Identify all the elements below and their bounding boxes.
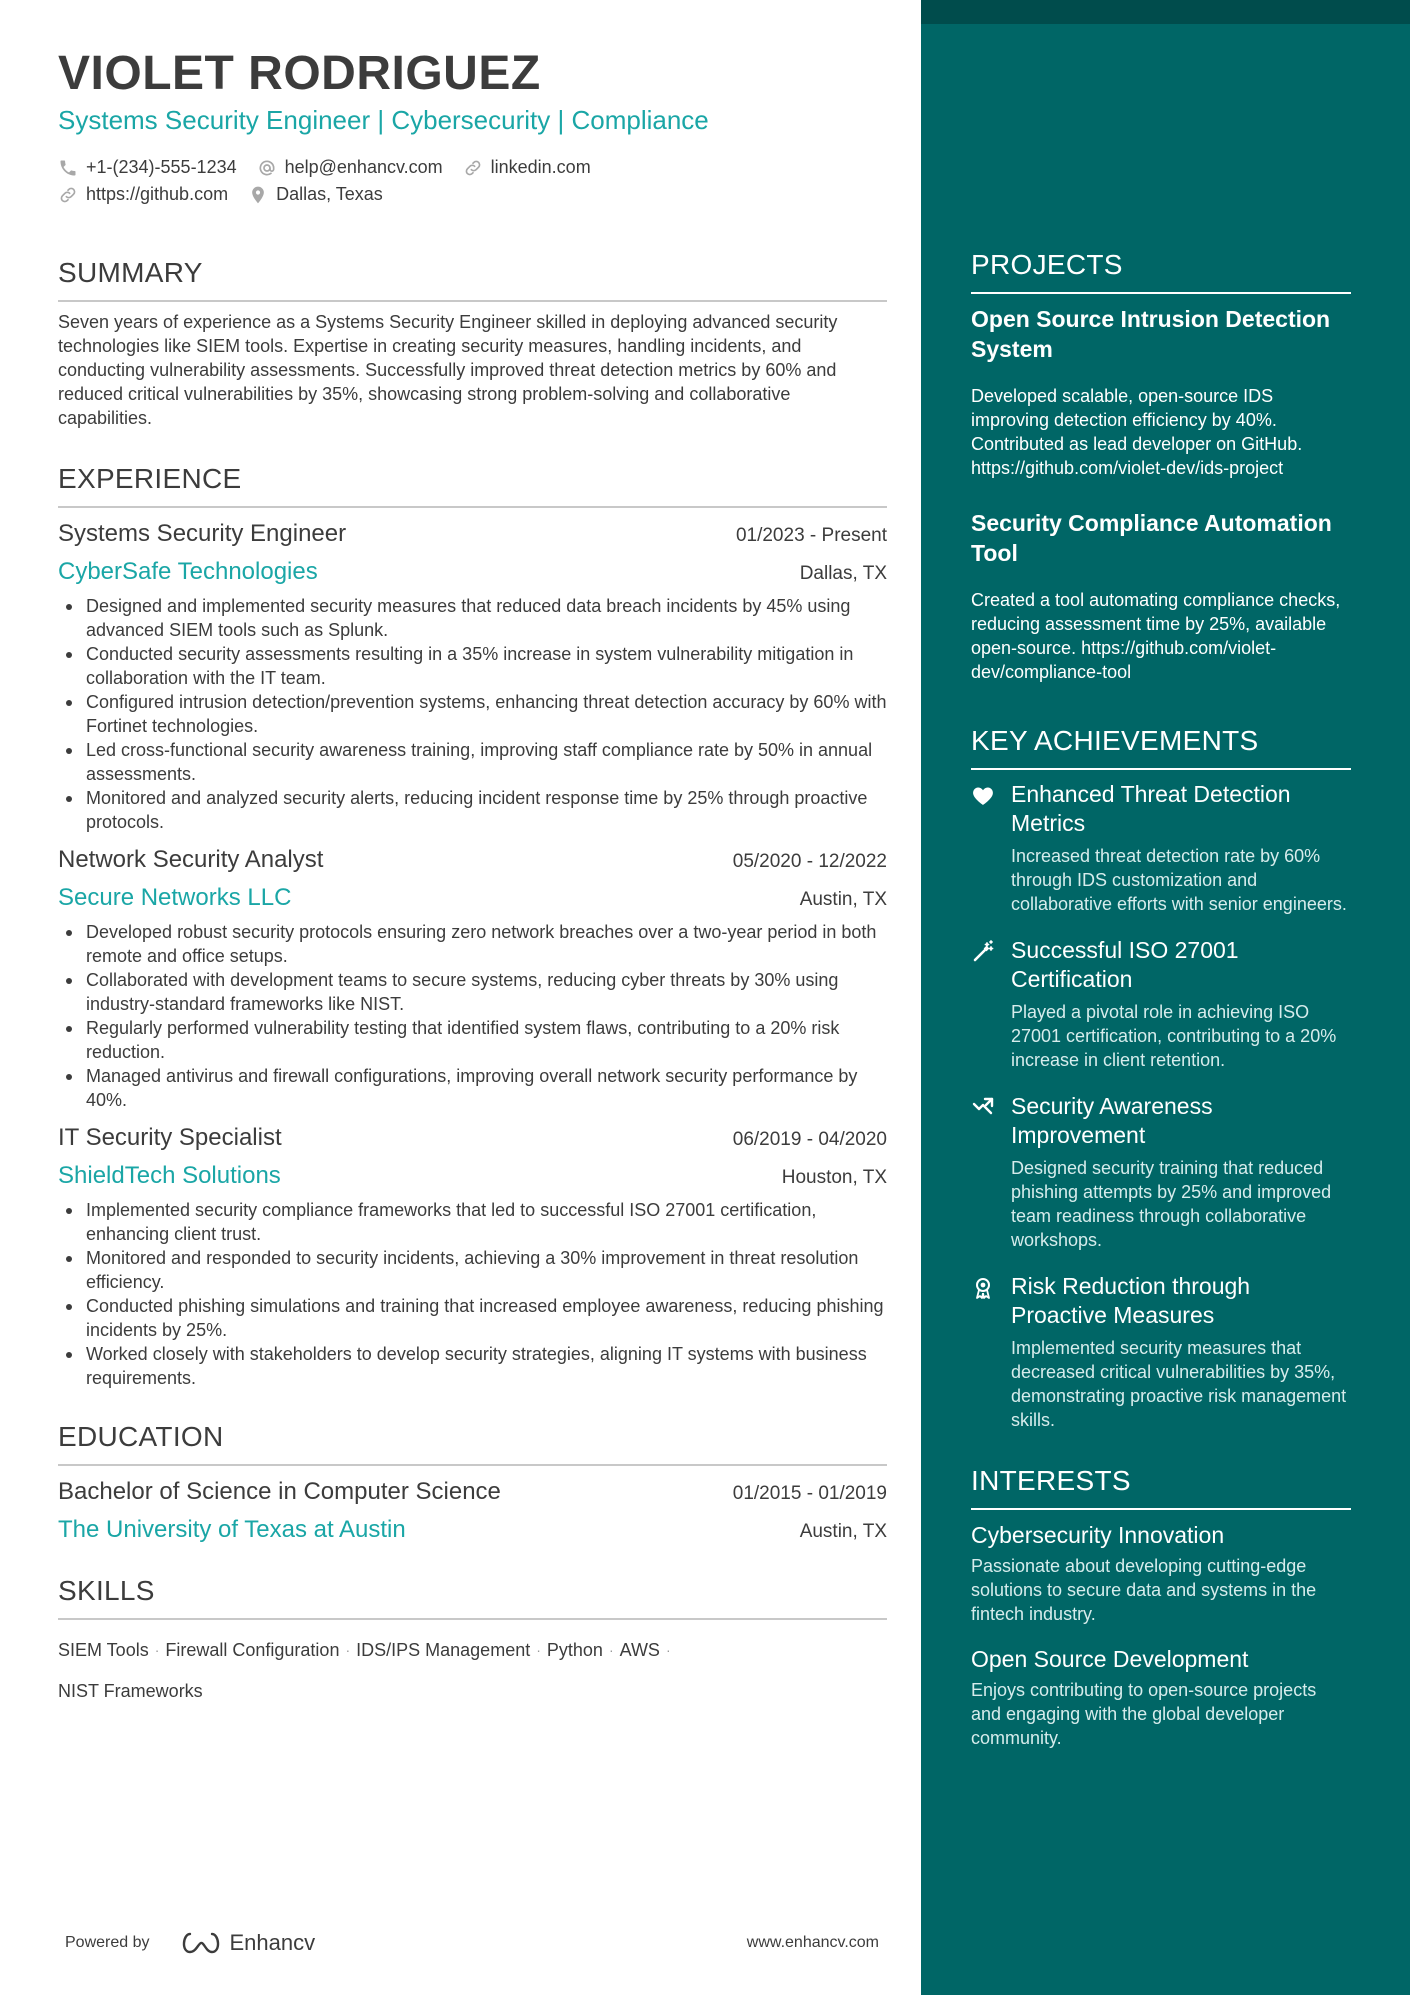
contact-github-text: https://github.com xyxy=(86,184,229,204)
job-bullet: Configured intrusion detection/prevention systems, enhancing threat detection accuracy by 60% with Fortinet technologies. xyxy=(58,690,887,738)
magic-wand-icon xyxy=(971,940,995,964)
job-bullet: Conducted security assessments resulting in a 35% increase in system vulnerability mitigation in collaboration with the IT team. xyxy=(58,642,887,690)
interest-entry xyxy=(971,1644,1351,1750)
location-pin-icon xyxy=(248,185,268,205)
job-bullets xyxy=(58,594,887,834)
job-company: CyberSafe Technologies xyxy=(58,558,318,585)
link-icon xyxy=(58,185,78,205)
contact-phone-text: +1-(234)-555-1234 xyxy=(86,157,237,177)
heart-icon xyxy=(971,784,995,808)
footer-branding xyxy=(65,1930,315,1956)
skill-separator: · xyxy=(608,1642,614,1658)
contact-location-text: Dallas, Texas xyxy=(276,184,383,204)
skill-item: SIEM Tools xyxy=(58,1640,149,1660)
job-bullet: Worked closely with stakeholders to develop security strategies, aligning IT systems with business requirements. xyxy=(58,1342,887,1390)
job-company: ShieldTech Solutions xyxy=(58,1162,281,1189)
sidebar-column xyxy=(971,248,1351,1750)
achievement-description: Designed security training that reduced phishing attempts by 25% and improved team readiness through collaborative workshops. xyxy=(1011,1158,1332,1250)
job-title: Network Security Analyst xyxy=(58,846,324,873)
powered-by-text: Powered by xyxy=(65,1934,150,1951)
achievement-title: Security Awareness Improvement xyxy=(1011,1093,1213,1148)
achievement-description: Increased threat detection rate by 60% through IDS customization and collaborative efforts with senior engineers. xyxy=(1011,846,1347,914)
projects-title: PROJECTS xyxy=(971,248,1351,294)
candidate-name: VIOLET RODRIGUEZ xyxy=(58,47,541,100)
summary-section xyxy=(58,256,887,430)
education-school: The University of Texas at Austin xyxy=(58,1516,406,1543)
education-dates: 01/2015 - 01/2019 xyxy=(732,1483,887,1504)
skill-separator: · xyxy=(345,1642,351,1658)
skill-item: Python xyxy=(546,1640,603,1660)
achievements-section xyxy=(971,724,1351,1432)
growth-arrow-icon xyxy=(971,1096,995,1120)
contact-email-text: help@enhancv.com xyxy=(284,157,443,177)
achievement-entry xyxy=(971,780,1351,916)
project-description: Created a tool automating compliance checks, reducing assessment time by 25%, available open-source. https://github.com/violet-dev/compliance-tool xyxy=(971,590,1341,682)
project-entry xyxy=(971,304,1351,480)
experience-section xyxy=(58,462,887,1390)
summary-title: SUMMARY xyxy=(58,256,887,302)
job-company: Secure Networks LLC xyxy=(58,884,292,911)
contact-row-1 xyxy=(58,154,887,181)
enhancv-logo-text: Enhancv xyxy=(229,1930,316,1955)
project-title: Open Source Intrusion Detection System xyxy=(971,306,1331,362)
skill-item: IDS/IPS Management xyxy=(356,1640,531,1660)
achievement-title: Risk Reduction through Proactive Measures xyxy=(1011,1273,1251,1328)
job-dates: 05/2020 - 12/2022 xyxy=(732,851,887,872)
education-entry xyxy=(58,1476,887,1546)
education-degree: Bachelor of Science in Computer Science xyxy=(58,1478,501,1505)
interest-description: Passionate about developing cutting-edge solutions to secure data and systems in the fintech industry. xyxy=(971,1556,1317,1624)
project-description: Developed scalable, open-source IDS improving detection efficiency by 40%. Contributed as lead developer on GitHub. https://github.com/violet-dev/ids-project xyxy=(971,386,1303,478)
skill-item: NIST Frameworks xyxy=(58,1681,203,1701)
job-title: IT Security Specialist xyxy=(58,1124,282,1151)
job-entry xyxy=(58,1122,887,1390)
job-bullets xyxy=(58,920,887,1112)
main-column xyxy=(58,44,887,1712)
job-dates: 06/2019 - 04/2020 xyxy=(732,1129,887,1150)
job-bullet: Developed robust security protocols ensuring zero network breaches over a two-year period in both remote and office setups. xyxy=(58,920,887,968)
job-location: Houston, TX xyxy=(781,1167,887,1188)
job-bullet: Led cross-functional security awareness training, improving staff compliance rate by 50% in annual assessments. xyxy=(58,738,887,786)
contact-github[interactable] xyxy=(58,184,228,205)
interest-description: Enjoys contributing to open-source projects and engaging with the global developer community. xyxy=(971,1680,1317,1748)
job-bullet: Managed antivirus and firewall configurations, improving overall network security performance by 40%. xyxy=(58,1064,887,1112)
contact-linkedin[interactable] xyxy=(463,157,591,178)
achievements-title: KEY ACHIEVEMENTS xyxy=(971,724,1351,770)
projects-section xyxy=(971,248,1351,684)
interest-title: Open Source Development xyxy=(971,1646,1249,1672)
job-entry xyxy=(58,844,887,1112)
job-location: Austin, TX xyxy=(799,889,887,910)
education-section xyxy=(58,1420,887,1546)
education-location: Austin, TX xyxy=(799,1521,887,1542)
enhancv-logo-icon xyxy=(178,1930,224,1956)
footer-url[interactable]: www.enhancv.com xyxy=(746,1934,879,1951)
summary-text: Seven years of experience as a Systems Security Engineer skilled in deploying advanced security technologies like SIEM tools. Expertise in creating security measures, handling incidents, and conducting vulnerability assessments. Successfully improved threat detection metrics by 60% and reduced critical vulnerabilities by 35%, showcasing strong problem-solving and collaborative capabilities. xyxy=(58,312,838,428)
phone-icon xyxy=(58,158,78,178)
job-bullet: Designed and implemented security measures that reduced data breach incidents by 45% using advanced SIEM tools such as Splunk. xyxy=(58,594,887,642)
skill-separator: · xyxy=(154,1642,160,1658)
contact-linkedin-text: linkedin.com xyxy=(490,157,591,177)
contact-location xyxy=(248,184,383,205)
job-bullet: Regularly performed vulnerability testing that identified system flaws, contributing to a 20% risk reduction. xyxy=(58,1016,887,1064)
at-icon xyxy=(257,158,277,178)
award-ribbon-icon xyxy=(971,1276,995,1300)
skills-title: SKILLS xyxy=(58,1574,887,1620)
job-bullets xyxy=(58,1198,887,1390)
interest-title: Cybersecurity Innovation xyxy=(971,1522,1225,1548)
achievement-entry xyxy=(971,936,1351,1072)
achievement-title: Successful ISO 27001 Certification xyxy=(1011,937,1239,992)
achievement-description: Implemented security measures that decreased critical vulnerabilities by 35%, demonstrating proactive risk management skills. xyxy=(1011,1338,1347,1430)
contact-email[interactable] xyxy=(257,157,443,178)
education-title: EDUCATION xyxy=(58,1420,887,1466)
skills-list xyxy=(58,1630,887,1712)
achievement-entry xyxy=(971,1272,1351,1432)
candidate-headline: Systems Security Engineer | Cybersecurity | Compliance xyxy=(58,105,709,135)
job-bullet: Collaborated with development teams to secure systems, reducing cyber threats by 30% using industry-standard frameworks like NIST. xyxy=(58,968,887,1016)
job-title: Systems Security Engineer xyxy=(58,520,347,547)
achievement-description: Played a pivotal role in achieving ISO 27001 certification, contributing to a 20% increase in client retention. xyxy=(1011,1002,1337,1070)
achievement-entry xyxy=(971,1092,1351,1252)
skill-separator: · xyxy=(665,1642,671,1658)
job-entry xyxy=(58,518,887,834)
job-bullet: Conducted phishing simulations and training that increased employee awareness, reducing phishing incidents by 25%. xyxy=(58,1294,887,1342)
job-bullet: Monitored and responded to security incidents, achieving a 30% improvement in threat resolution efficiency. xyxy=(58,1246,887,1294)
skills-section xyxy=(58,1574,887,1712)
contact-info xyxy=(58,154,887,208)
project-entry xyxy=(971,508,1351,684)
experience-title: EXPERIENCE xyxy=(58,462,887,508)
skill-item: Firewall Configuration xyxy=(165,1640,340,1660)
job-bullet: Implemented security compliance frameworks that led to successful ISO 27001 certification, enhancing client trust. xyxy=(58,1198,887,1246)
sidebar-top-bar xyxy=(921,0,1410,24)
skill-separator: · xyxy=(536,1642,541,1658)
project-title: Security Compliance Automation Tool xyxy=(971,510,1332,566)
interests-title: INTERESTS xyxy=(971,1464,1351,1510)
skill-item: AWS xyxy=(619,1640,660,1660)
enhancv-logo[interactable] xyxy=(178,1930,316,1956)
interests-section xyxy=(971,1464,1351,1750)
contact-row-2 xyxy=(58,181,887,208)
job-location: Dallas, TX xyxy=(799,563,887,584)
footer xyxy=(65,1928,879,1958)
contact-phone xyxy=(58,157,237,178)
interest-entry xyxy=(971,1520,1351,1626)
job-bullet: Monitored and analyzed security alerts, reducing incident response time by 25% through proactive protocols. xyxy=(58,786,887,834)
achievement-title: Enhanced Threat Detection Metrics xyxy=(1011,781,1291,836)
job-dates: 01/2023 - Present xyxy=(735,525,887,546)
link-icon xyxy=(463,158,483,178)
